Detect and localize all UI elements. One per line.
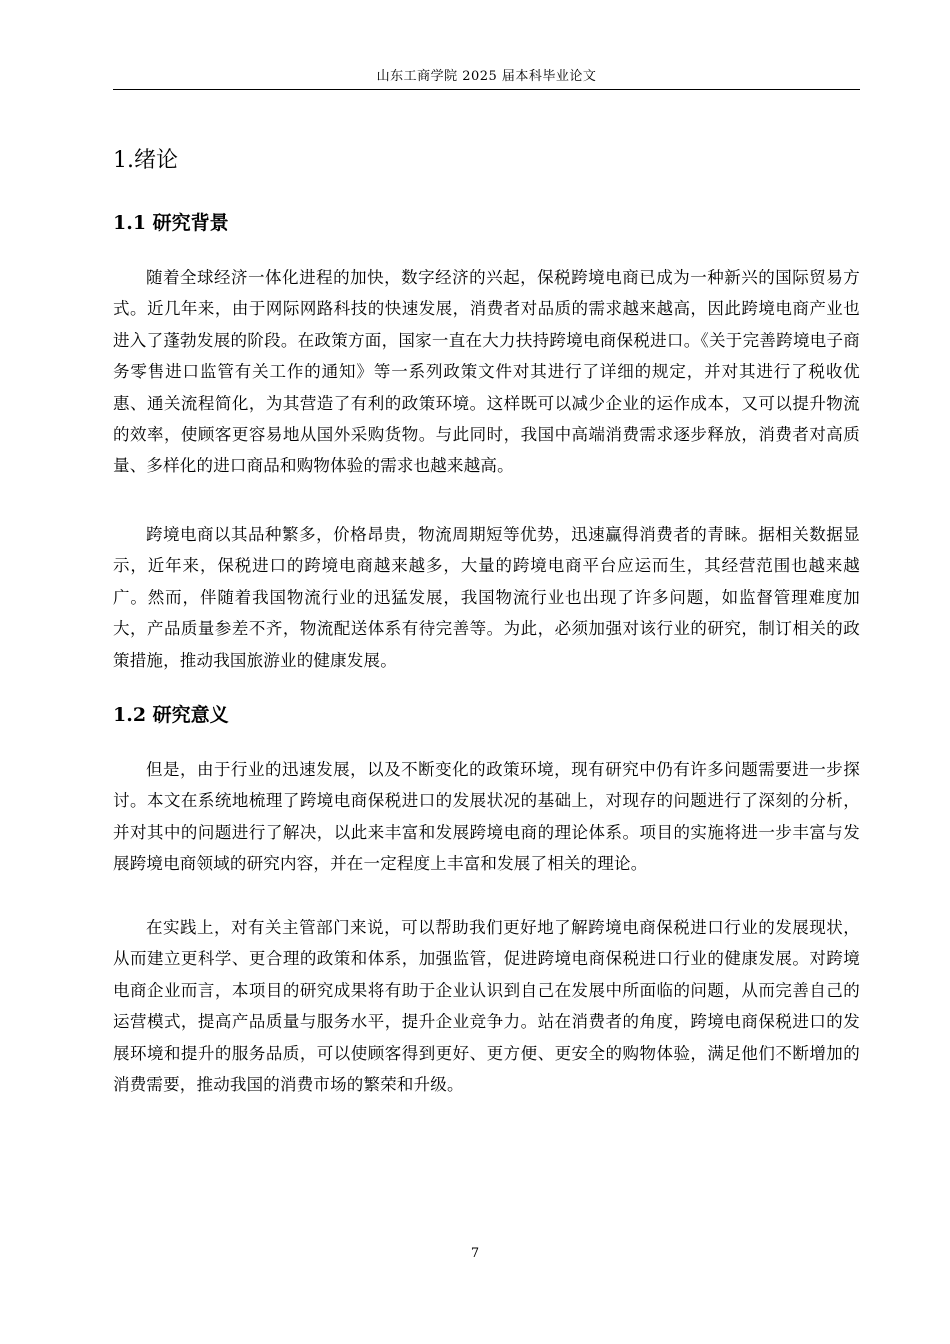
section-heading-significance: 1.2 研究意义 (113, 704, 229, 726)
paragraph-significance-1: 但是，由于行业的迅速发展，以及不断变化的政策环境，现有研究中仍有许多问题需要进一步探讨。本文在系统地梳理了跨境电商保税进口的发展状况的基础上，对现存的问题进行了深刻的分析，并对其中的问题进行了解决，以此来丰富和发展跨境电商的理论体系。项目的实施将进一步丰富与发展跨境电商领域的研究内容，并在一定程度上丰富和发展了相关的理论。 (113, 760, 860, 874)
paragraph-background-1: 随着全球经济一体化进程的加快，数字经济的兴起，保税跨境电商已成为一种新兴的国际贸易方式。近几年来，由于网际网路科技的快速发展，消费者对品质的需求越来越高，因此跨境电商产业也进入了蓬勃发展的阶段。在政策方面，国家一直在大力扶持跨境电商保税进口。《关于完善跨境电子商务零售进口监管有关工作的通知》等一系列政策文件对其进行了详细的规定，并对其进行了税收优惠、通关流程简化，为其营造了有利的政策环境。这样既可以减少企业的运作成本，又可以提升物流的效率，使顾客更容易地从国外采购货物。与此同时，我国中高端消费需求逐步释放，消费者对高质量、多样化的进口商品和购物体验的需求也越来越高。 (113, 268, 860, 476)
running-header: 山东工商学院 2025 届本科毕业论文 (376, 69, 597, 84)
chapter-title: 1.绪论 (113, 148, 178, 173)
paragraph-significance-2: 在实践上，对有关主管部门来说，可以帮助我们更好地了解跨境电商保税进口行业的发展现状，从而建立更科学、更合理的政策和体系，加强监管，促进跨境电商保税进口行业的健康发展。对跨境电商企业而言，本项目的研究成果将有助于企业认识到自己在发展中所面临的问题，从而完善自己的运营模式，提高产品质量与服务水平，提升企业竞争力。站在消费者的角度，跨境电商保税进口的发展环境和提升的服务品质，可以使顾客得到更好、更方便、更安全的购物体验，满足他们不断增加的消费需要，推动我国的消费市场的繁荣和升级。 (113, 918, 860, 1095)
section-heading-background: 1.1 研究背景 (113, 212, 229, 234)
page-number: 7 (470, 1246, 480, 1261)
paragraph-background-2: 跨境电商以其品种繁多，价格昂贵，物流周期短等优势，迅速赢得消费者的青睐。据相关数据显示，近年来，保税进口的跨境电商越来越多，大量的跨境电商平台应运而生，其经营范围也越来越广。然而，伴随着我国物流行业的迅猛发展，我国物流行业也出现了许多问题，如监督管理难度加大，产品质量参差不齐，物流配送体系有待完善等。为此，必须加强对该行业的研究，制订相关的政策措施，推动我国旅游业的健康发展。 (113, 525, 860, 670)
header-rule (113, 89, 860, 90)
